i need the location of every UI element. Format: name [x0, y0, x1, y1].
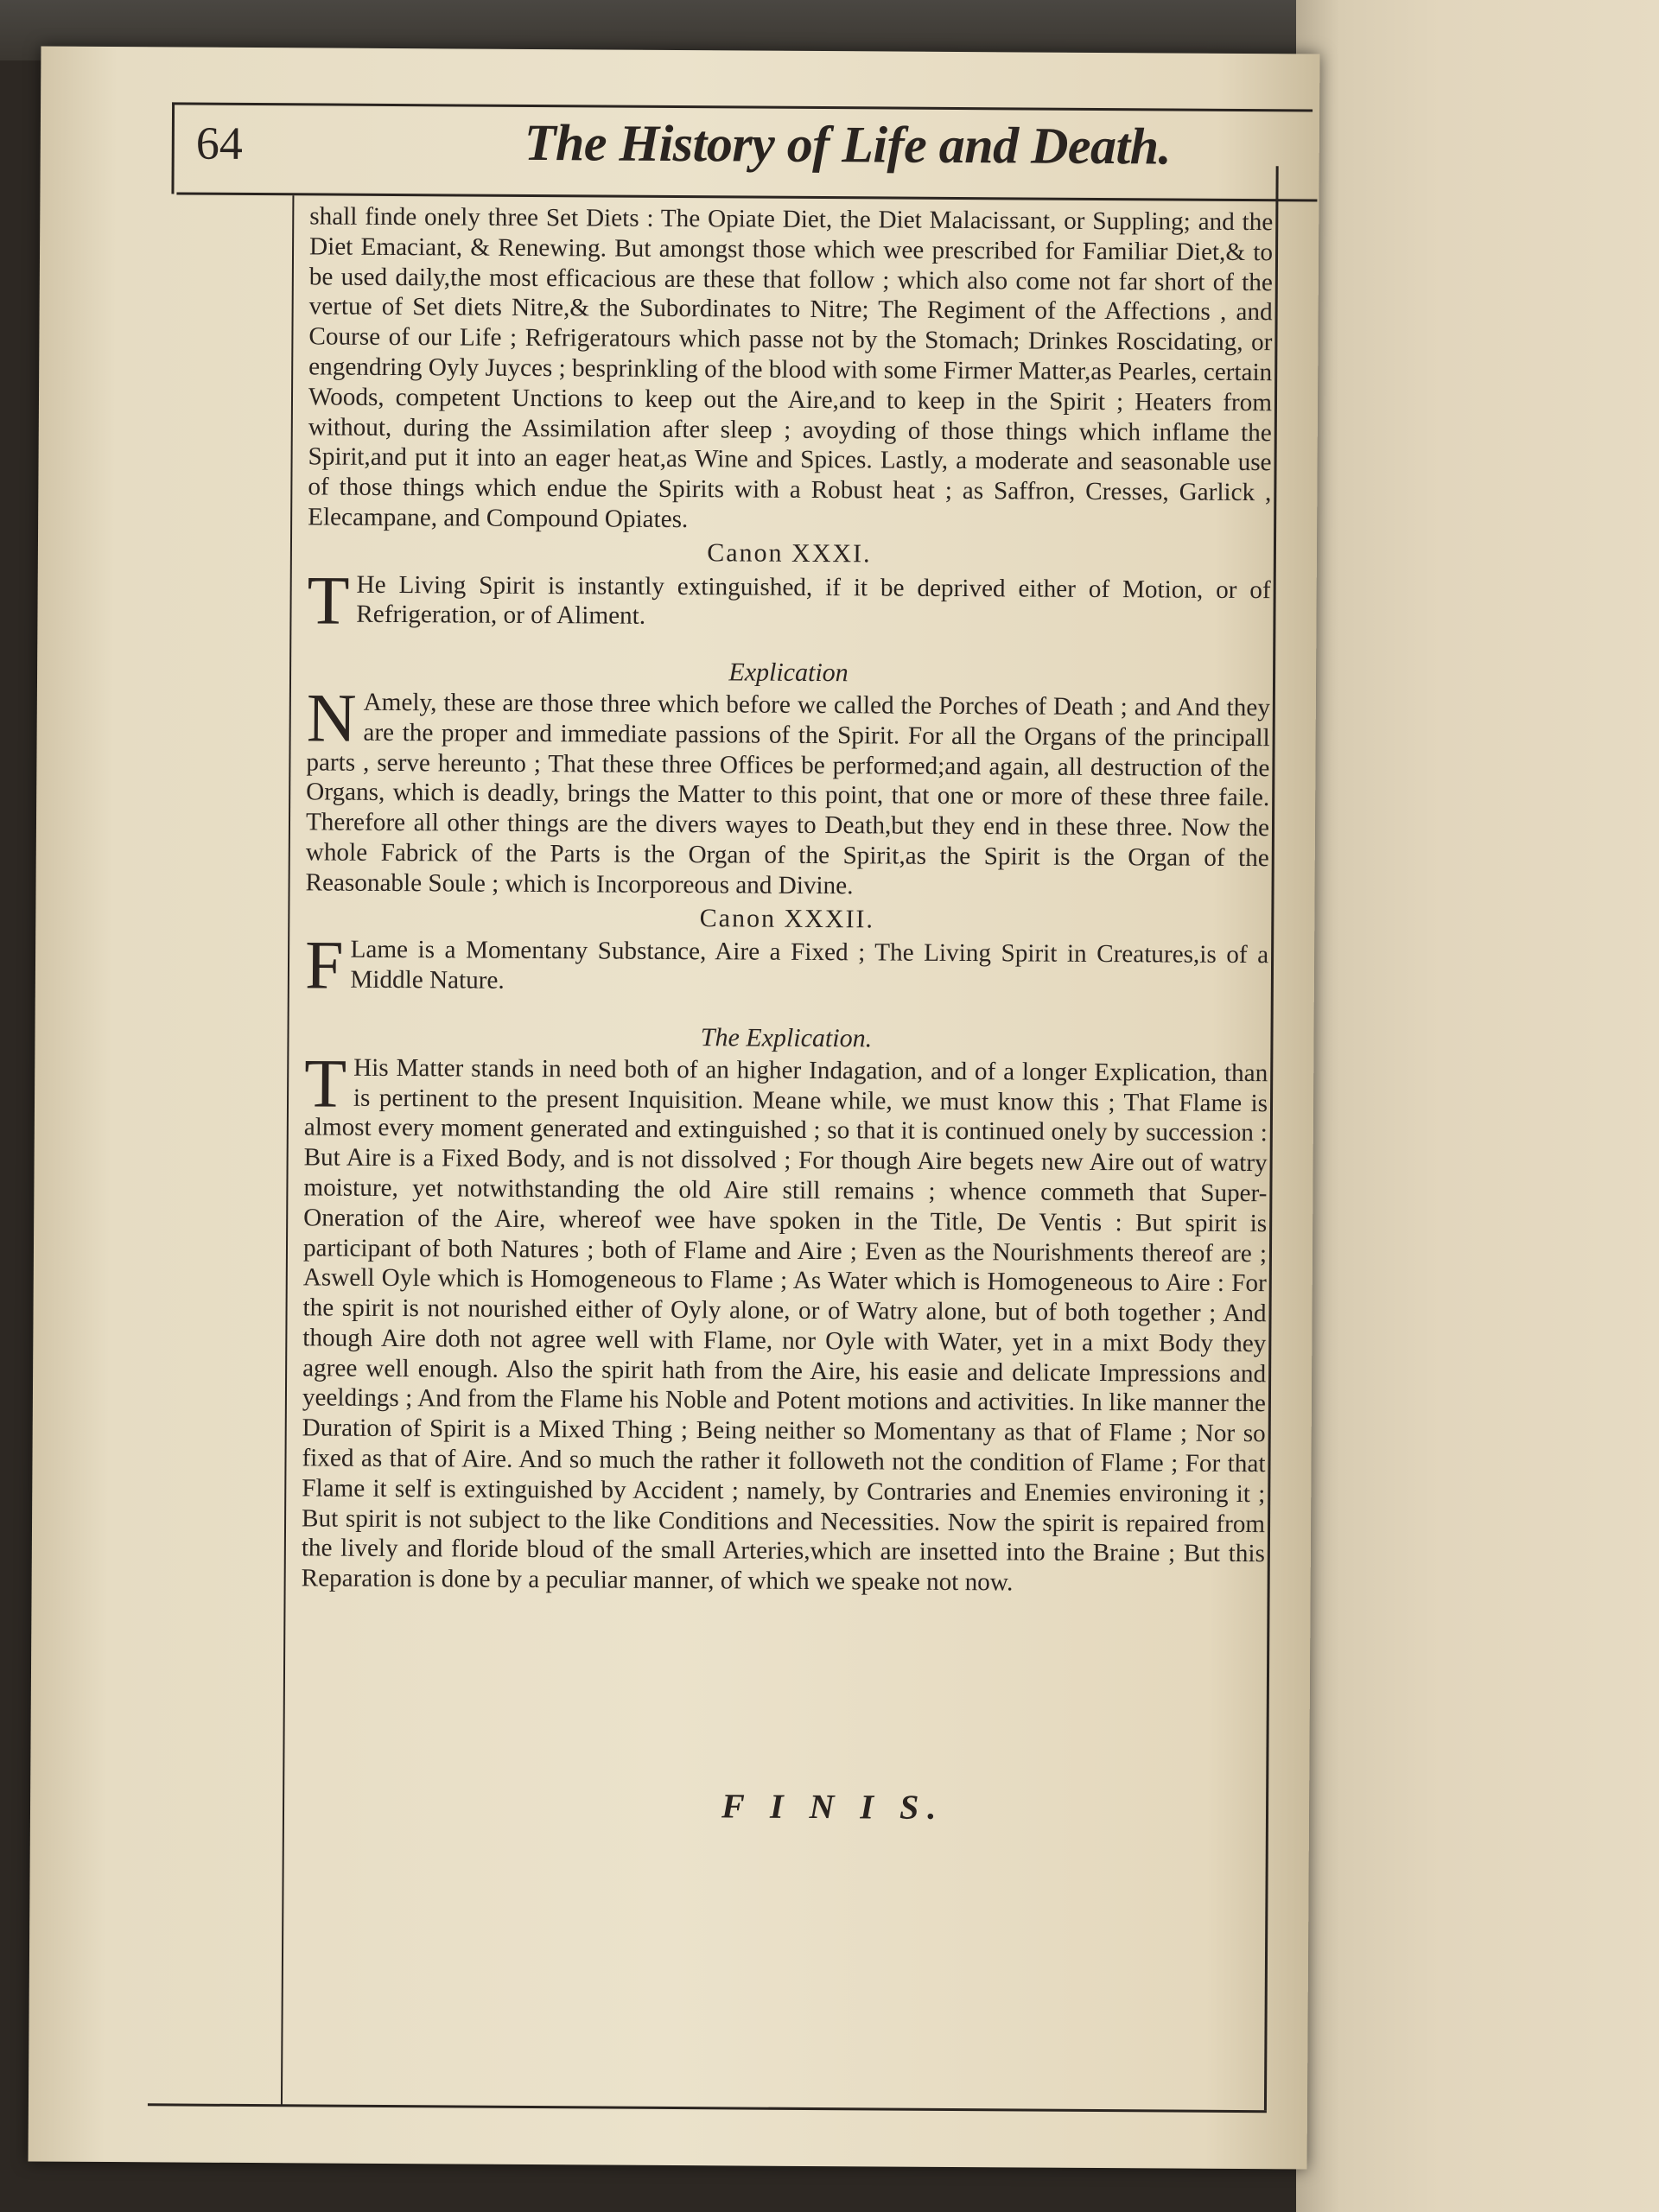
- canon-32-explication: [301, 1046, 1268, 1599]
- running-title: The History of Life and Death.: [524, 113, 1172, 175]
- canon-32-body: Lame is a Momentany Substance, Aire a Fixed ; The Living Spirit in Creatures,is of a Middle Nature.: [350, 936, 1269, 995]
- canon-31-explication-body: Amely, these are those three which before we called the Porches of Death ; and And they are the proper and immediate passions of the Spirit. For all the Organs of the principall parts , serve hereunto ; That these three Offices be performed;and again, all destruction of the Organs, which is deadly, brings the Matter to this point, that one or more of these three faile. Therefore all other things are the divers wayes to Death,but they end in these three. Now the whole Fabrick of the Parts is the Organ of the Spirit,as the Spirit is the Organ of the Reasonable Soule ; which is Incorporeous and Divine.: [305, 688, 1270, 899]
- canon-31-heading: Canon XXXI.: [707, 537, 872, 569]
- header-left-rule: [171, 102, 175, 194]
- paragraph-set-diets: shall finde onely three Set Diets : The Opiate Diet, the Diet Malacissant, or Suppling; and the Diet Emaciant, & Renewing. But amongst those which wee prescribed for Familiar Diet,& to be used daily,the most efficacious are these that follow ; which also come not far short of the vertue of Set diets Nitre,& the Subordinates to Nitre; The Regiment of the Affections , and Course of our Life ; Refrigeratours which passe not by the Stomach; Drinkes Roscidating, or engendring Oyly Juyces ; besprinkling of the blood with some Firmer Matter,as Pearles, certain Woods, competent Unctions to keep out the Aire,and to keep in the Spirit ; Heaters from without, during the Assimilation after sleep ; avoyding of those things which inflame the Spirit,and put it into an eager heat,as Wine and Spices. Lastly, a moderate and seasonable use of those things which endue the Spirits with a Robust heat ; as Saffron, Cresses, Garlick , Elecampane, and Compound Opiates.: [308, 202, 1274, 534]
- canon-32-explication-dropcap: T: [303, 1046, 347, 1122]
- canon-32-heading: Canon XXXII.: [699, 903, 875, 933]
- canon-32-dropcap: F: [304, 927, 344, 1004]
- canon-32-explication-heading: The Explication.: [700, 1023, 873, 1053]
- text-column: [302, 201, 1274, 1599]
- book-page: [29, 47, 1320, 2170]
- column-left-rule: [281, 195, 295, 2105]
- canon-32-explication-body: His Matter stands in need both of an higher Indagation, and of a longer Explication, than is pertinent to the present Inquisition. Meane while, we must know this ; That Flame is almost every moment generated and extinguished ; so that it is continued onely by succession : But Aire is a Fixed Body, and is not dissolved ; For though Aire begets new Aire out of watry moisture, yet notwithstanding the old Aire still remains ; whence commeth that Super-Oneration of the Aire, whereof wee have spoken in the Title, De Ventis : But spirit is participant of both Natures ; both of Flame and Aire ; Even as the Nourishments thereof are ; Aswell Oyle which is Homogeneous to Flame ; As Water which is Homogeneous to Aire : For the spirit is not nourished either of Oyly alone, or of Watry alone, but of both together ; And though Aire doth not agree well with Flame, nor Oyle with Water, yet in a mixt Body they agree well enough. Also the spirit hath from the Aire, his easie and delicate Impressions and yeeldings ; And from the Flame his Noble and Potent motions and activities. In like manner the Duration of Spirit is a Mixed Thing ; Being neither so Momentany as that of Flame ; Nor so fixed as that of Aire. And so much the rather it followeth not the condition of Flame ; For that Flame it self is extinguished by Accident ; namely, by Contraries and Enemies environing it ; But spirit is not subject to the like Conditions and Necessities. Now the spirit is repaired from the lively and floride bloud of the small Arteries,which are insetted into the Braine ; But this Reparation is done by a peculiar manner, of which we speake not now.: [301, 1053, 1268, 1597]
- canon-31-body: He Living Spirit is instantly extinguished, if it be deprived either of Motion, or of Refrigeration, or of Aliment.: [356, 570, 1271, 631]
- finis: F I N I S.: [721, 1786, 945, 1827]
- canon-31-explication: [305, 680, 1270, 903]
- canon-31-explication-heading: Explication: [728, 658, 849, 688]
- canon-31-dropcap: T: [307, 562, 350, 639]
- footer-rule: [148, 2103, 1267, 2113]
- canon-32-text: [304, 927, 1269, 1004]
- canon-31-explication-dropcap: N: [306, 680, 357, 757]
- page-number: 64: [195, 117, 243, 169]
- canon-31-text: [307, 562, 1271, 639]
- header-bottom-rule: [176, 192, 1317, 201]
- facing-page: [1296, 0, 1659, 2212]
- header-top-rule: [172, 102, 1313, 111]
